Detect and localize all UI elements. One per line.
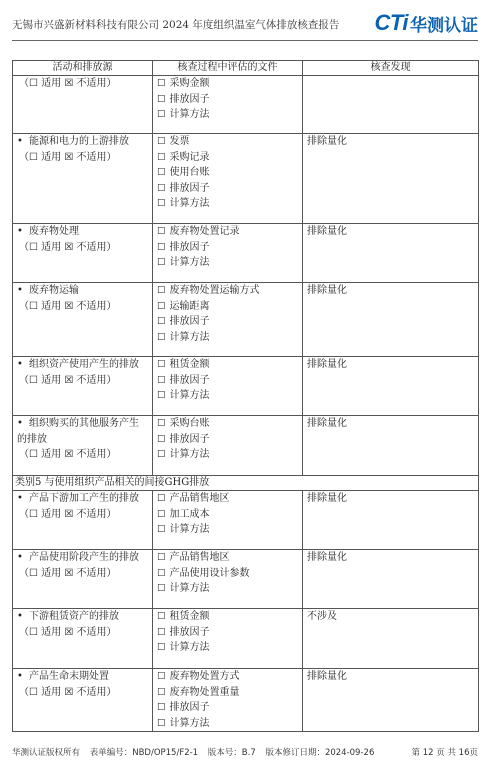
documents-cell xyxy=(153,669,303,732)
document-item xyxy=(157,432,298,448)
checkbox-icon: ☐ xyxy=(157,390,166,401)
page-footer xyxy=(12,746,478,758)
document-label: 计算方法 xyxy=(169,198,210,209)
checkbox-icon: ☐ xyxy=(157,524,166,535)
checkbox-icon: ☐ xyxy=(157,374,166,386)
applicability-status: （☐ 适用 ☒ 不适用） xyxy=(19,300,117,312)
applicability-status: （☐ 适用 ☒ 不适用） xyxy=(19,78,117,89)
activity-label: 产品使用阶段产生的排放 xyxy=(29,552,139,563)
finding-cell: 不涉及 xyxy=(303,609,479,669)
document-label: 采购金额 xyxy=(169,78,210,89)
activity-cell xyxy=(13,357,153,416)
checkbox-icon: ☐ xyxy=(157,702,166,713)
document-item xyxy=(157,522,298,538)
bullet: • xyxy=(17,285,23,296)
checkbox-icon: ☐ xyxy=(157,226,166,237)
document-list xyxy=(157,609,298,656)
checkbox-icon: ☐ xyxy=(157,493,166,504)
document-list xyxy=(157,357,298,404)
documents-cell xyxy=(153,283,303,357)
document-label: 计算方法 xyxy=(169,642,210,653)
checkbox-icon: ☐ xyxy=(157,109,166,120)
category-row xyxy=(13,476,479,491)
table-row xyxy=(13,416,479,476)
document-label: 计算方法 xyxy=(169,449,210,460)
bullet: • xyxy=(17,418,23,429)
checkbox-icon: ☐ xyxy=(157,642,166,653)
activity-cell xyxy=(13,491,153,550)
document-list xyxy=(157,416,298,463)
document-item xyxy=(157,181,298,197)
applicability-status: （☐ 适用 ☒ 不适用） xyxy=(19,626,117,638)
document-label: 产品使用设计参数 xyxy=(169,567,250,579)
checkbox-icon: ☐ xyxy=(157,241,166,253)
header-divider xyxy=(12,40,478,41)
document-item xyxy=(157,255,298,271)
checkbox-icon: ☐ xyxy=(157,151,166,163)
activity-cell xyxy=(13,550,153,609)
applicability-status: （☐ 适用 ☒ 不适用） xyxy=(19,686,117,698)
activity-cell xyxy=(13,134,153,224)
checkbox-icon: ☐ xyxy=(157,449,166,460)
document-label: 废弃物处置运输方式 xyxy=(169,285,260,296)
checkbox-icon: ☐ xyxy=(157,611,166,622)
verification-table xyxy=(12,60,479,732)
documents-cell xyxy=(153,491,303,550)
table-row xyxy=(13,283,479,357)
document-label: 使用台账 xyxy=(169,167,210,178)
documents-cell xyxy=(153,134,303,224)
document-label: 租赁金额 xyxy=(169,359,210,370)
checkbox-icon: ☐ xyxy=(157,626,166,638)
table-row xyxy=(13,134,479,224)
checkbox-icon: ☐ xyxy=(157,567,166,579)
document-list xyxy=(157,224,298,271)
logo-mark: CTi xyxy=(374,10,408,35)
table-row xyxy=(13,76,479,134)
applicability-status: （☐ 适用 ☒ 不适用） xyxy=(19,151,117,163)
finding-cell: 排除量化 xyxy=(303,357,479,416)
activity-label: 能源和电力的上游排放 xyxy=(29,136,129,147)
checkbox-icon: ☐ xyxy=(157,552,166,563)
bullet: • xyxy=(17,552,23,563)
document-label: 排放因子 xyxy=(169,316,210,327)
header-activity: 活动和排放源 xyxy=(13,61,153,76)
document-item xyxy=(157,150,298,166)
document-label: 采购台账 xyxy=(169,418,210,429)
cti-logo xyxy=(374,10,478,36)
document-item xyxy=(157,550,298,566)
activity-cell xyxy=(13,224,153,283)
document-item xyxy=(157,447,298,463)
footer-revision-date: 版本修订日期：2024-09-26 xyxy=(265,748,375,758)
table-row xyxy=(13,609,479,669)
document-label: 排放因子 xyxy=(169,702,210,713)
activity-name xyxy=(17,609,148,625)
document-item xyxy=(157,357,298,373)
header-documents: 核查过程中评估的文件 xyxy=(153,61,303,76)
table-row xyxy=(13,669,479,732)
document-label: 废弃物处置方式 xyxy=(169,671,240,682)
checkbox-icon: ☐ xyxy=(157,583,166,594)
checkbox-icon: ☐ xyxy=(157,182,166,194)
table-row xyxy=(13,491,479,550)
document-item xyxy=(157,330,298,346)
applicability-status: （☐ 适用 ☒ 不适用） xyxy=(19,508,117,520)
document-label: 产品销售地区 xyxy=(169,552,230,563)
activity-cell xyxy=(13,76,153,134)
finding-cell: 排除量化 xyxy=(303,283,479,357)
document-item xyxy=(157,314,298,330)
document-label: 排放因子 xyxy=(169,433,210,445)
document-item xyxy=(157,224,298,240)
document-list xyxy=(157,283,298,345)
bullet: • xyxy=(17,611,23,622)
document-label: 排放因子 xyxy=(169,626,210,638)
document-item xyxy=(157,76,298,92)
document-label: 发票 xyxy=(169,136,190,147)
bullet: • xyxy=(17,136,23,147)
document-item xyxy=(157,165,298,181)
footer-version: 版本号：B.7 xyxy=(207,748,256,758)
checkbox-icon: ☐ xyxy=(157,433,166,445)
document-label: 租赁金额 xyxy=(169,611,210,622)
document-list xyxy=(157,669,298,731)
footer-copyright: 华测认证版权所有 xyxy=(12,748,81,758)
document-item xyxy=(157,700,298,716)
document-label: 排放因子 xyxy=(169,241,210,253)
document-item xyxy=(157,240,298,256)
table-row xyxy=(13,550,479,609)
documents-cell xyxy=(153,609,303,669)
applicability-status: （☐ 适用 ☒ 不适用） xyxy=(19,374,117,386)
document-label: 排放因子 xyxy=(169,93,210,105)
activity-cell xyxy=(13,609,153,669)
documents-cell xyxy=(153,416,303,476)
checkbox-icon: ☐ xyxy=(157,671,166,682)
document-item xyxy=(157,416,298,432)
document-item xyxy=(157,581,298,597)
document-label: 计算方法 xyxy=(169,583,210,594)
activity-name xyxy=(17,134,148,150)
document-label: 排放因子 xyxy=(169,374,210,386)
activity-name xyxy=(17,283,148,299)
document-item xyxy=(157,107,298,123)
document-item xyxy=(157,566,298,582)
activity-name xyxy=(17,669,148,685)
activity-name xyxy=(17,491,148,507)
document-list xyxy=(157,550,298,597)
table-row xyxy=(13,224,479,283)
finding-cell: 排除量化 xyxy=(303,224,479,283)
table-row xyxy=(13,357,479,416)
page-header xyxy=(12,10,478,36)
document-item xyxy=(157,669,298,685)
activity-label: 废弃物处理 xyxy=(29,226,79,237)
document-label: 排放因子 xyxy=(169,182,210,194)
document-item xyxy=(157,640,298,656)
checkbox-icon: ☐ xyxy=(157,285,166,296)
document-label: 计算方法 xyxy=(169,109,210,120)
finding-cell xyxy=(303,76,479,134)
document-item xyxy=(157,716,298,732)
checkbox-icon: ☐ xyxy=(157,300,166,312)
activity-label: 产品下游加工产生的排放 xyxy=(29,493,139,504)
checkbox-icon: ☐ xyxy=(157,316,166,327)
activity-name xyxy=(17,357,148,373)
activity-name xyxy=(17,550,148,566)
bullet: • xyxy=(17,359,23,370)
applicability-status: （☐ 适用 ☒ 不适用） xyxy=(19,567,117,579)
checkbox-icon: ☐ xyxy=(157,167,166,178)
document-label: 废弃物处置记录 xyxy=(169,226,240,237)
document-label: 废弃物处置重量 xyxy=(169,686,240,698)
document-item xyxy=(157,134,298,150)
activity-label: 组织资产使用产生的排放 xyxy=(29,359,139,370)
checkbox-icon: ☐ xyxy=(157,198,166,209)
header-findings: 核查发现 xyxy=(303,61,479,76)
document-label: 产品销售地区 xyxy=(169,493,230,504)
finding-cell: 排除量化 xyxy=(303,491,479,550)
category-label: 类别5 与使用组织产品相关的间接GHG排放 xyxy=(13,476,479,491)
documents-cell xyxy=(153,76,303,134)
document-item xyxy=(157,685,298,701)
checkbox-icon: ☐ xyxy=(157,136,166,147)
document-item xyxy=(157,625,298,641)
activity-label: 产品生命末期处置 xyxy=(29,671,109,682)
activity-cell xyxy=(13,283,153,357)
document-item xyxy=(157,373,298,389)
document-item xyxy=(157,491,298,507)
footer-page-number: 第 12 页 共 16页 xyxy=(411,748,478,758)
activity-cell xyxy=(13,416,153,476)
documents-cell xyxy=(153,550,303,609)
activity-label: 下游租赁资产的排放 xyxy=(29,611,119,622)
document-label: 加工成本 xyxy=(169,508,210,520)
checkbox-icon: ☐ xyxy=(157,508,166,520)
document-item xyxy=(157,299,298,315)
activity-name xyxy=(17,416,148,447)
document-label: 计算方法 xyxy=(169,717,210,729)
applicability-status: （☐ 适用 ☒ 不适用） xyxy=(19,241,117,253)
document-list xyxy=(157,76,298,123)
bullet: • xyxy=(17,226,23,237)
finding-cell: 排除量化 xyxy=(303,416,479,476)
activity-label: 废弃物运输 xyxy=(29,285,79,296)
checkbox-icon: ☐ xyxy=(157,359,166,370)
document-item xyxy=(157,92,298,108)
document-item xyxy=(157,507,298,523)
documents-cell xyxy=(153,357,303,416)
checkbox-icon: ☐ xyxy=(157,93,166,105)
report-title: 无锡市兴盛新材料科技有限公司 2024 年度组织温室气体排放核查报告 xyxy=(12,19,340,31)
document-label: 运输距离 xyxy=(169,300,210,312)
checkbox-icon: ☐ xyxy=(157,331,166,343)
finding-cell: 排除量化 xyxy=(303,550,479,609)
activity-label: 组织购买的其他服务产生的排放 xyxy=(17,418,139,445)
document-label: 采购记录 xyxy=(169,151,210,163)
document-item xyxy=(157,283,298,299)
document-label: 计算方法 xyxy=(169,257,210,268)
document-item xyxy=(157,388,298,404)
finding-cell: 排除量化 xyxy=(303,134,479,224)
logo-text: 华测认证 xyxy=(410,15,478,35)
checkbox-icon: ☐ xyxy=(157,78,166,89)
bullet: • xyxy=(17,671,23,682)
document-list xyxy=(157,491,298,538)
document-label: 计算方法 xyxy=(169,390,210,401)
checkbox-icon: ☐ xyxy=(157,717,166,729)
bullet: • xyxy=(17,493,23,504)
activity-name xyxy=(17,224,148,240)
footer-form-number: 表单编号：NBD/OP15/F2-1 xyxy=(89,748,199,758)
document-item xyxy=(157,196,298,212)
checkbox-icon: ☐ xyxy=(157,418,166,429)
document-list xyxy=(157,134,298,212)
document-label: 计算方法 xyxy=(169,524,210,535)
document-item xyxy=(157,609,298,625)
documents-cell xyxy=(153,224,303,283)
finding-cell: 排除量化 xyxy=(303,669,479,732)
activity-cell xyxy=(13,669,153,732)
table-header-row xyxy=(13,61,479,76)
checkbox-icon: ☐ xyxy=(157,257,166,268)
applicability-status: （☐ 适用 ☒ 不适用） xyxy=(19,449,117,460)
checkbox-icon: ☐ xyxy=(157,686,166,698)
document-label: 计算方法 xyxy=(169,331,210,343)
